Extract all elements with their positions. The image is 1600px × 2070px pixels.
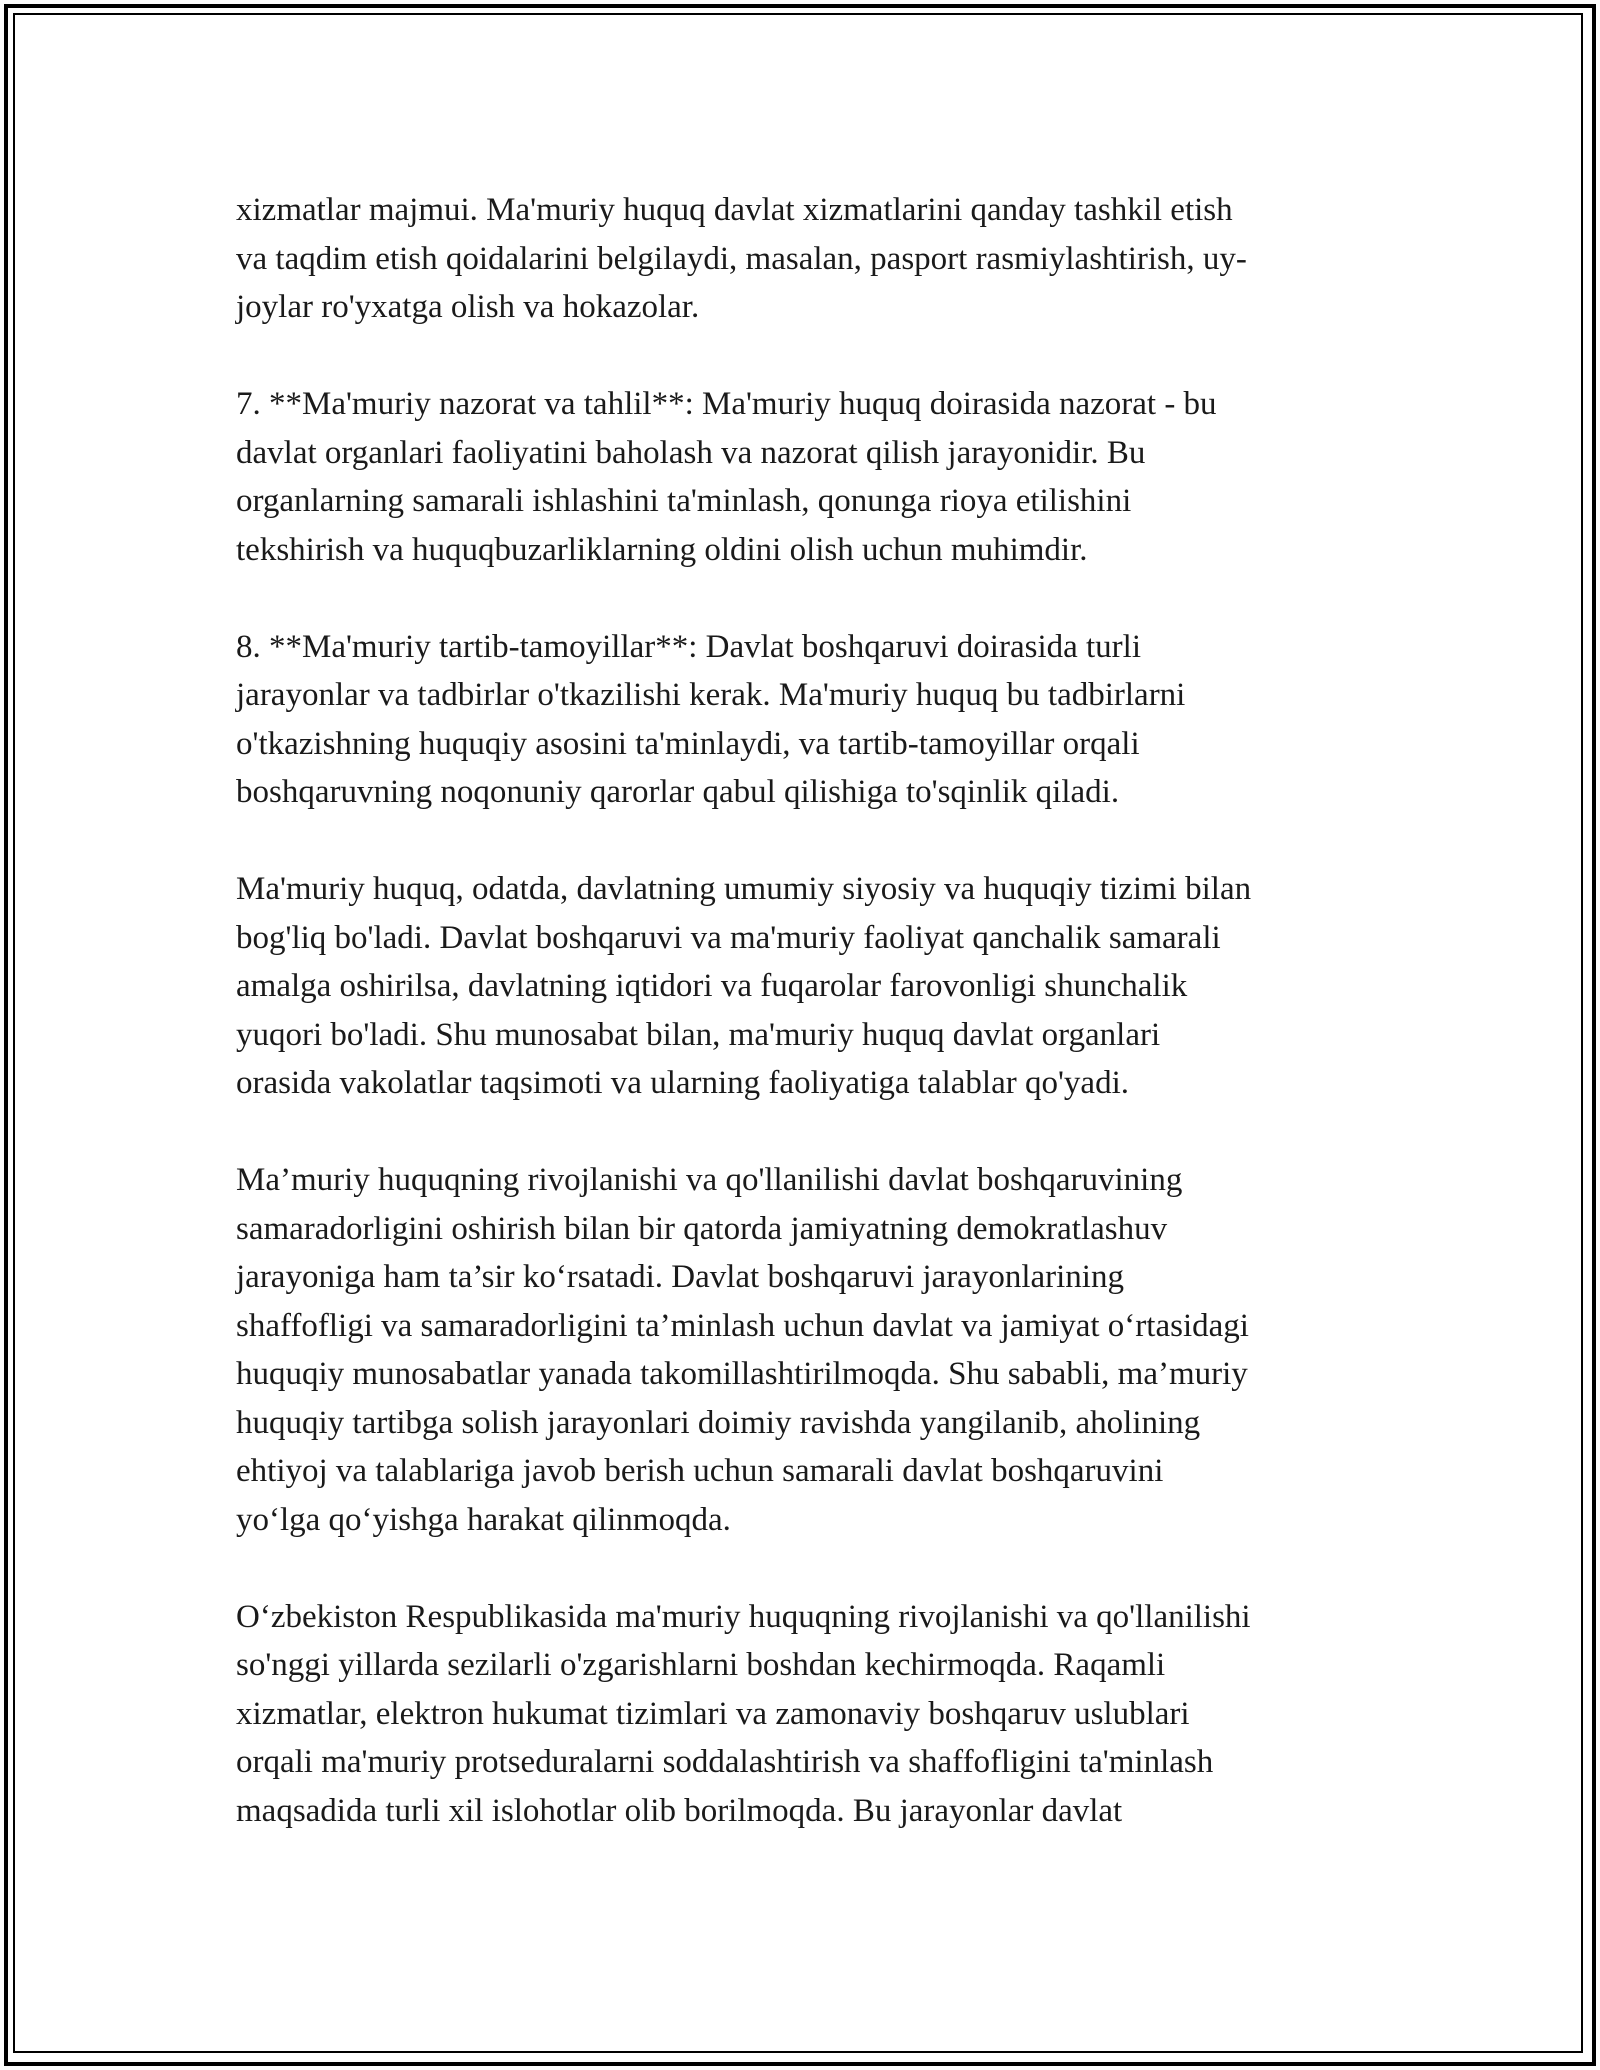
text-line: jarayoniga ham ta’sir ko‘rsatadi. Davlat boshqaruvi jarayonlarining xyxy=(236,1259,1124,1295)
text-line: jarayonlar va tadbirlar o'tkazilishi kerak. Ma'muriy huquq bu tadbirlarni xyxy=(236,677,1186,713)
text-line: o'tkazishning huquqiy asosini ta'minlaydi, va tartib-tamoyillar orqali xyxy=(236,725,1140,762)
text-line: yuqori bo'ladi. Shu munosabat bilan, ma'muriy huquq davlat organlari xyxy=(236,1016,1161,1053)
text-line: 8. **Ma'muriy tartib-tamoyillar**: Davlat boshqaruvi doirasida turli xyxy=(236,628,1142,665)
text-line: va taqdim etish qoidalarini belgilaydi, masalan, pasport rasmiylashtirish, uy- xyxy=(236,240,1247,277)
text-line: xizmatlar majmui. Ma'muriy huquq davlat xizmatlarini qanday tashkil etish xyxy=(236,192,1233,228)
text-line: boshqaruvning noqonuniy qarorlar qabul qilishiga to'sqinlik qiladi. xyxy=(236,774,1120,810)
text-line: davlat organlari faoliyatini baholash va nazorat qilish jarayonidir. Bu xyxy=(236,434,1146,471)
text-line: huquqiy tartibga solish jarayonlari doimiy ravishda yangilanib, aholining xyxy=(236,1404,1201,1441)
text-line: samaradorligini oshirish bilan bir qatorda jamiyatning demokratlashuv xyxy=(236,1210,1168,1247)
text-line: amalga oshirilsa, davlatning iqtidori va fuqarolar farovonligi shunchalik xyxy=(236,968,1188,1004)
text-line: Ma'muriy huquq, odatda, davlatning umumiy siyosiy va huquqiy tizimi bilan xyxy=(236,871,1252,907)
text-line: joylar ro'yxatga olish va hokazolar. xyxy=(236,289,700,325)
text-line: orasida vakolatlar taqsimoti va ularning faoliyatiga talablar qo'yadi. xyxy=(236,1065,1129,1101)
text-line: Ma’muriy huquqning rivojlanishi va qo'llanilishi davlat boshqaruvining xyxy=(236,1162,1183,1198)
text-line: maqsadida turli xil islohotlar olib borilmoqda. Bu jarayonlar davlat xyxy=(236,1792,1123,1829)
paragraph-5 xyxy=(236,1156,1386,1544)
text-line: ehtiyoj va talablariga javob berish uchun samarali davlat boshqaruvini xyxy=(236,1453,1164,1489)
text-line: bog'liq bo'ladi. Davlat boshqaruvi va ma'muriy faoliyat qanchalik samarali xyxy=(236,919,1221,956)
text-line: so'nggi yillarda sezilarli o'zgarishlarni boshdan kechirmoqda. Raqamli xyxy=(236,1647,1166,1683)
paragraph-3 xyxy=(236,623,1386,817)
text-line: huquqiy munosabatlar yanada takomillashtirilmoqda. Shu sababli, ma’muriy xyxy=(236,1356,1248,1392)
text-line: organlarning samarali ishlashini ta'minlash, qonunga rioya etilishini xyxy=(236,483,1132,519)
text-line: xizmatlar, elektron hukumat tizimlari va zamonaviy boshqaruv uslublari xyxy=(236,1695,1190,1732)
text-line: orqali ma'muriy protseduralarni soddalashtirish va shaffofligini ta'minlash xyxy=(236,1744,1214,1780)
paragraph-6 xyxy=(236,1593,1386,1836)
text-line: tekshirish va huquqbuzarliklarning oldini olish uchun muhimdir. xyxy=(236,531,1088,568)
paragraph-2 xyxy=(236,380,1386,574)
text-line: O‘zbekiston Respublikasida ma'muriy huquqning rivojlanishi va qo'llanilishi xyxy=(236,1598,1251,1635)
text-line: shaffofligi va samaradorligini ta’minlash uchun davlat va jamiyat o‘rtasidagi xyxy=(236,1307,1249,1344)
text-line: 7. **Ma'muriy nazorat va tahlil**: Ma'muriy huquq doirasida nazorat - bu xyxy=(236,386,1217,422)
text-line: yo‘lga qo‘yishga harakat qilinmoqda. xyxy=(236,1501,731,1538)
paragraph-1 xyxy=(236,186,1386,332)
document-body xyxy=(236,186,1386,1835)
paragraph-4 xyxy=(236,865,1386,1108)
